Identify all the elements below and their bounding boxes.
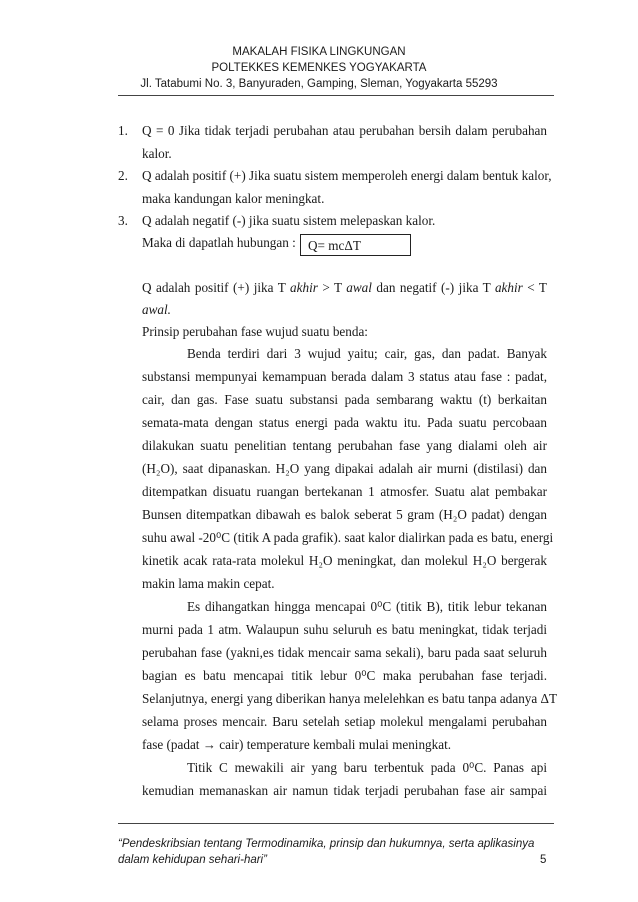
footer-caption: dalam kehidupan sehari-hari”: [118, 854, 267, 866]
paragraph-line: dilakukan suatu penelitian tentang perubahan fase yang dialami oleh air: [142, 438, 547, 453]
sign-rule-end: awal.: [142, 302, 171, 317]
phase-heading: Prinsip perubahan fase wujud suatu benda:: [142, 324, 368, 339]
paragraph-line: ditempatkan disuatu ruangan bertekanan 1 atmosfer. Suatu alat pembakar: [142, 484, 547, 499]
list-item-text: Q adalah positif (+) Jika suatu sistem memperoleh energi dalam bentuk kalor,: [142, 168, 552, 183]
header-address: Jl. Tatabumi No. 3, Banyuraden, Gamping, Sleman, Yogyakarta 55293: [140, 78, 498, 90]
paragraph-line: substansi mempunyai kemampuan berada dalam 3 status atau fase : padat,: [142, 369, 547, 384]
paragraph-line: murni pada 1 atm. Walaupun suhu seluruh es batu meningkat, tidak terjadi: [142, 622, 547, 637]
paragraph-line: (H₂O), saat dipanaskan. H₂O yang dipakai adalah air murni (distilasi) dan: [142, 461, 547, 476]
paragraph-line: Titik C mewakili air yang baru terbentuk pada 0⁰C. Panas api: [187, 760, 547, 775]
paragraph-line: cair, dan gas. Fase suatu substansi pada sembarang waktu (t) berkaitan: [142, 392, 547, 407]
list-item-text: Q = 0 Jika tidak terjadi perubahan atau perubahan bersih dalam perubahan: [142, 123, 547, 138]
paragraph-line: kinetik acak rata-rata molekul H₂O meningkat, dan molekul H₂O bergerak: [142, 553, 547, 568]
list-number: 2.: [118, 168, 128, 183]
header-title: MAKALAH FISIKA LINGKUNGAN: [232, 46, 406, 58]
formula-box: Q= mcΔT: [300, 234, 411, 256]
header-rule: [118, 95, 554, 96]
header-institution: POLTEKKES KEMENKES YOGYAKARTA: [211, 62, 427, 74]
paragraph-line: kemudian memanaskan air namun tidak terjadi perubahan fase air sampai: [142, 783, 547, 798]
paragraph-line: fase (padat → cair) temperature kembali mulai meningkat.: [142, 737, 452, 752]
paragraph-line: selama proses mencair. Baru setelah setiap molekul mengalami perubahan: [142, 714, 547, 729]
list-item-text: Q adalah negatif (-) jika suatu sistem melepaskan kalor.: [142, 213, 436, 228]
list-item-text: maka kandungan kalor meningkat.: [142, 191, 325, 206]
sign-rule: Q adalah positif (+) jika T akhir > T awal dan negatif (-) jika T akhir < T: [142, 280, 547, 295]
footer-caption: “Pendeskribsian tentang Termodinamika, prinsip dan hukumnya, serta aplikasinya: [118, 838, 535, 850]
relation-intro: Maka di dapatlah hubungan :: [142, 235, 296, 250]
paragraph-line: Es dihangatkan hingga mencapai 0⁰C (titik B), titik lebur tekanan: [187, 599, 547, 614]
paragraph-line: makin lama makin cepat.: [142, 576, 275, 591]
paragraph-line: Bunsen ditempatkan dibawah es balok seberat 5 gram (H₂O padat) dengan: [142, 507, 547, 522]
list-item-text: kalor.: [142, 146, 172, 161]
paragraph-line: suhu awal -20⁰C (titik A pada grafik). saat kalor dialirkan pada es batu, energi: [142, 530, 554, 545]
list-number: 3.: [118, 213, 128, 228]
paragraph-line: bagian es batu mencapai titik lebur 0⁰C maka perubahan fase terjadi.: [142, 668, 547, 683]
paragraph-line: perubahan fase (yakni,es tidak mencair sama sekali), baru pada saat seluruh: [142, 645, 547, 660]
list-number: 1.: [118, 123, 128, 138]
page-number: 5: [540, 854, 547, 866]
paragraph-line: Selanjutnya, energi yang diberikan hanya melelehkan es batu tanpa adanya ΔT: [142, 691, 558, 706]
paragraph-line: semata-mata dengan status energi pada waktu itu. Pada suatu percobaan: [142, 415, 547, 430]
footer-rule: [118, 823, 554, 824]
paragraph-line: Benda terdiri dari 3 wujud yaitu; cair, gas, dan padat. Banyak: [187, 346, 547, 361]
